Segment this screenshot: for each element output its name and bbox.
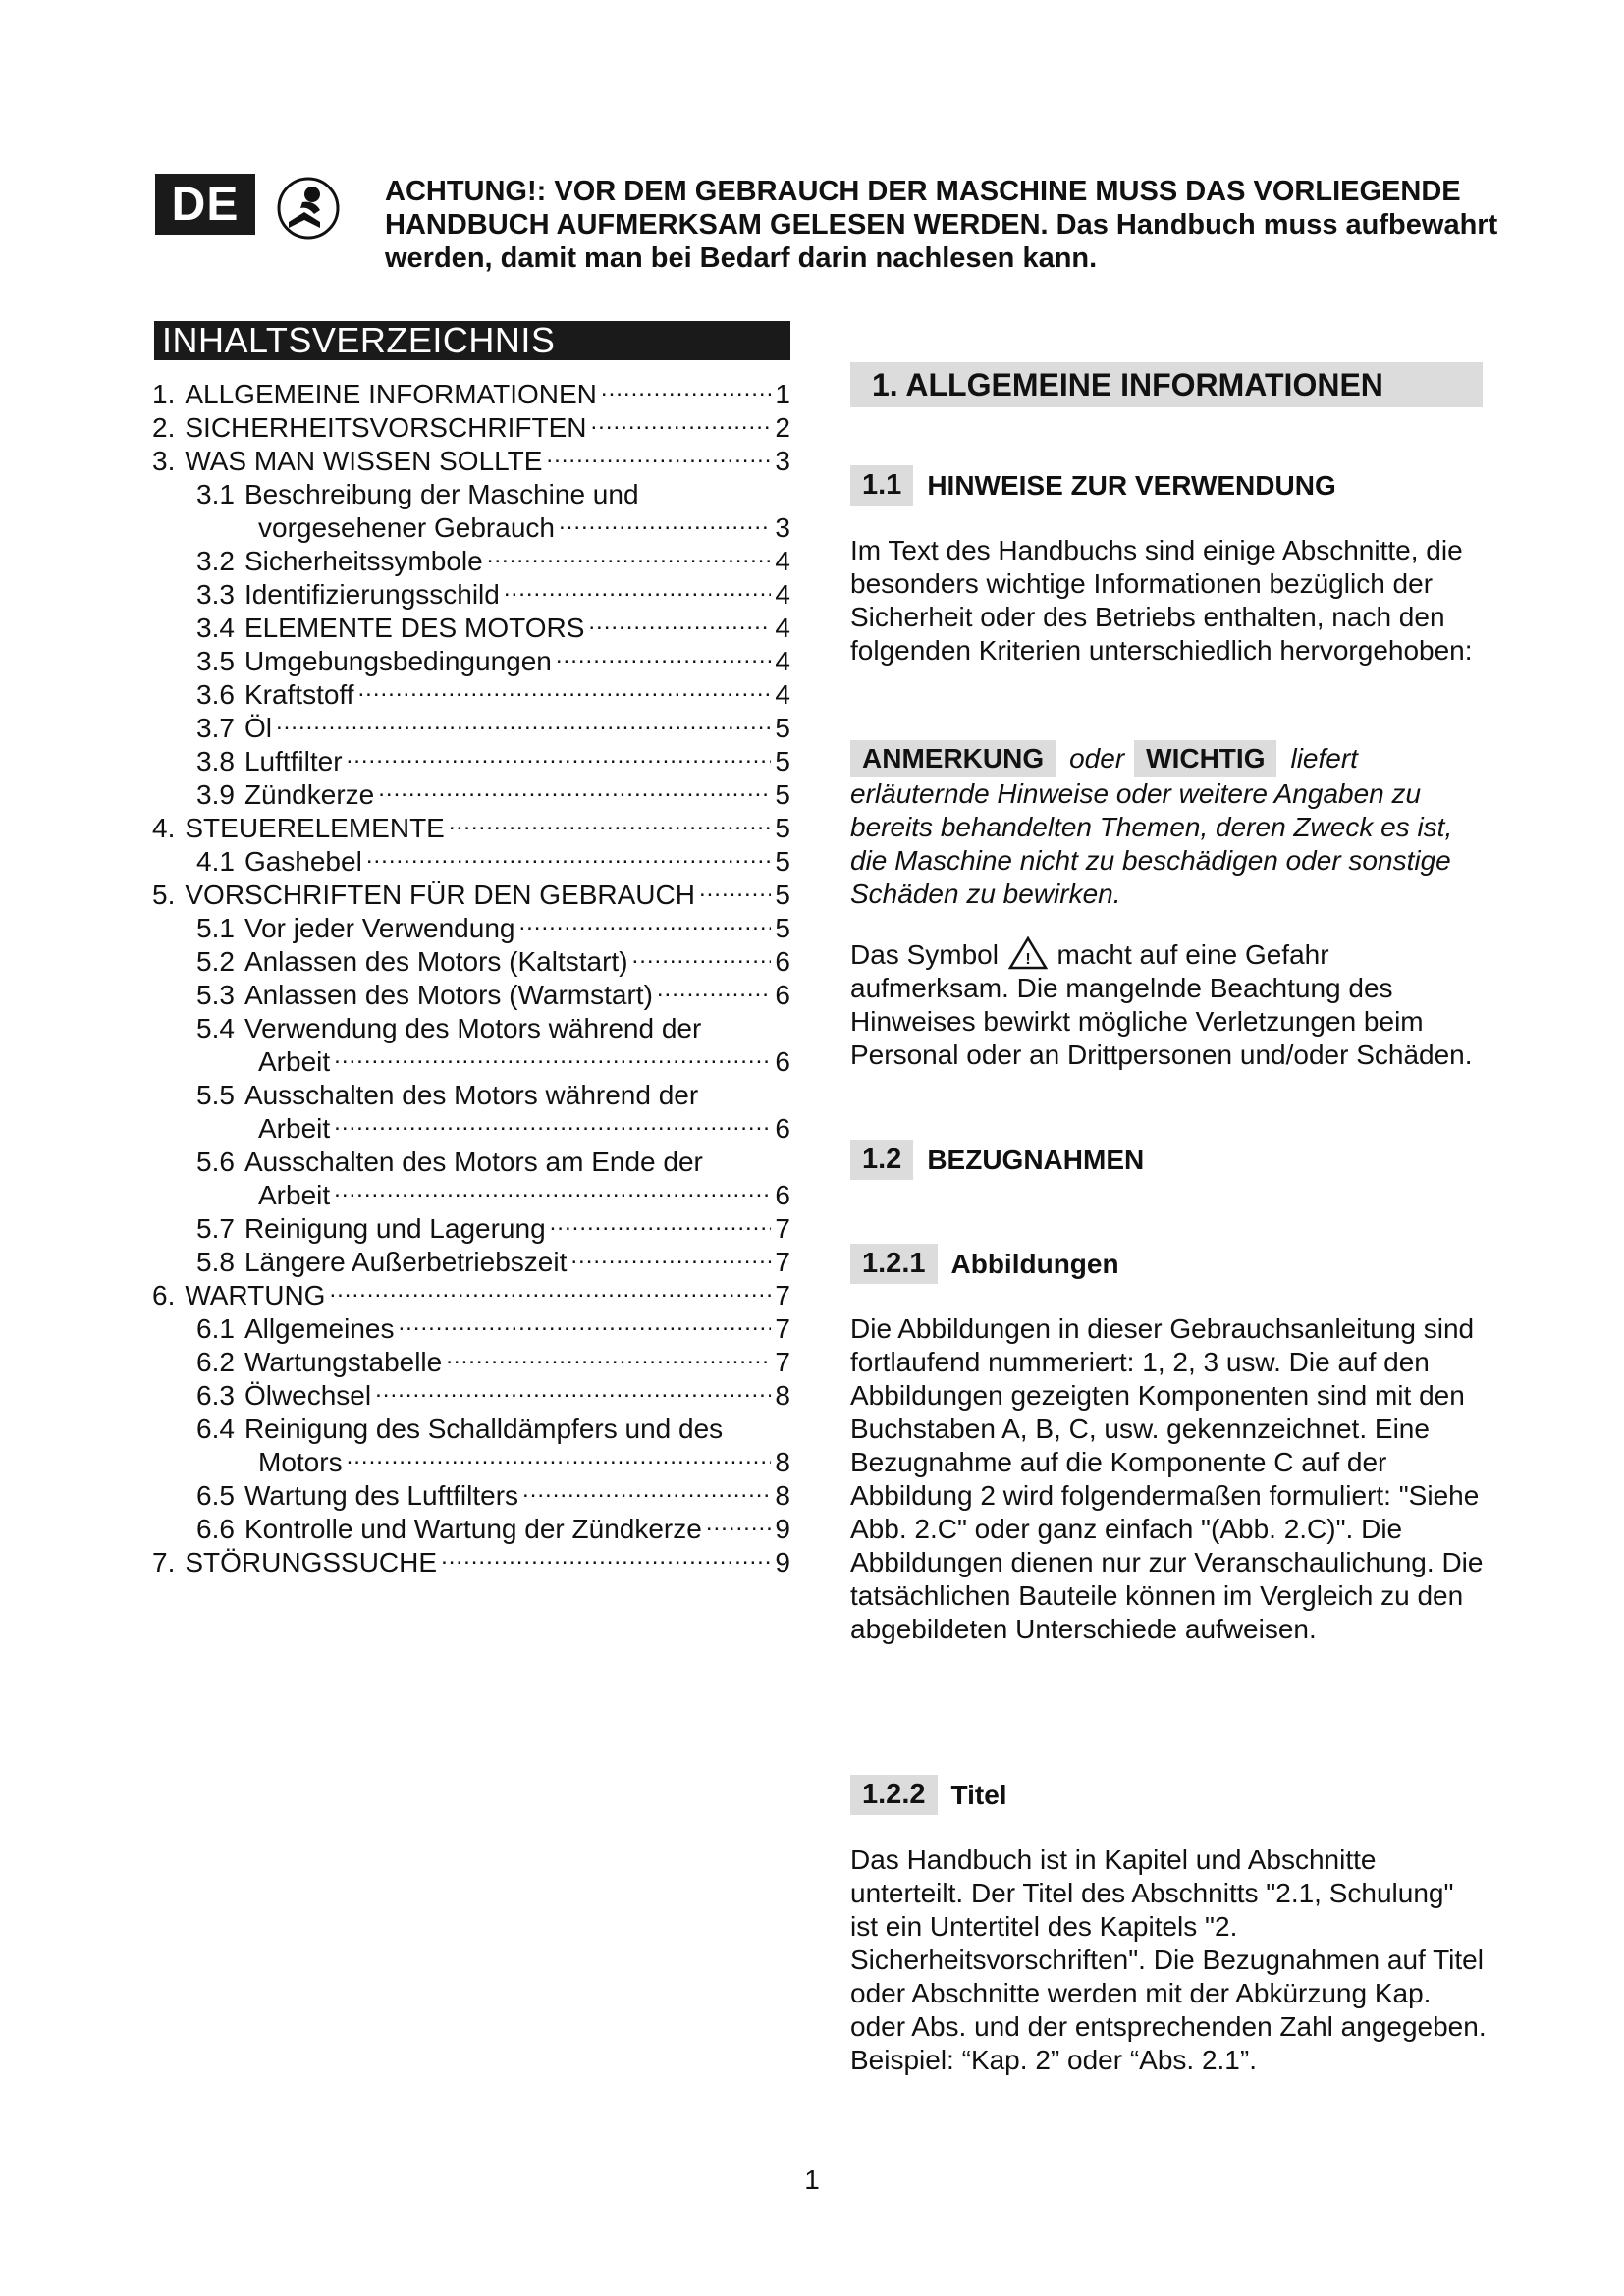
toc-entry-number: 3.9: [196, 779, 235, 810]
toc-leader-dots: [546, 445, 771, 478]
toc-leader-dots: [366, 845, 772, 879]
toc-entry-page: 6: [775, 946, 790, 977]
toc-entry-page: 3: [775, 446, 790, 476]
section-title: BEZUGNAHMEN: [927, 1144, 1145, 1175]
toc-leader-dots: [357, 678, 771, 712]
toc-leader-dots: [449, 812, 772, 845]
toc-leader-dots: [334, 1045, 771, 1079]
toc-entry-number: 7.: [152, 1547, 176, 1577]
toc-entry-page: 4: [775, 546, 790, 576]
toc-entry-page: 7: [775, 1213, 790, 1244]
toc-entry-title: Kontrolle und Wartung der Zündkerze: [244, 1514, 702, 1544]
toc-leader-dots: [601, 378, 772, 411]
toc-leader-dots: [276, 712, 771, 745]
toc-entry-number: 6.3: [196, 1380, 235, 1411]
toc-entry-page: 2: [775, 412, 790, 443]
toc-entry-number: 3.: [152, 446, 176, 476]
page-number: 1: [804, 2164, 820, 2195]
toc-entry-number: 5.4: [196, 1013, 235, 1043]
toc-entry: [152, 1513, 790, 1546]
toc-entry-number: 5.5: [196, 1080, 235, 1110]
toc-leader-dots: [441, 1546, 771, 1579]
toc-entry-title: Kraftstoff: [244, 679, 354, 710]
toc-leader-dots: [699, 879, 771, 912]
toc-leader-dots: [588, 612, 771, 645]
toc-entry-page: 7: [775, 1280, 790, 1310]
toc-entry-number: 3.6: [196, 679, 235, 710]
toc-entry-number: 5.2: [196, 946, 235, 977]
toc-entry: [152, 979, 790, 1012]
toc-leader-dots: [632, 945, 772, 979]
toc-leader-dots: [559, 511, 771, 545]
section-1-2-1-text: [850, 1312, 1489, 1646]
toc-entry-title: Längere Außerbetriebszeit: [244, 1247, 568, 1277]
toc-entry-page: 4: [775, 646, 790, 676]
toc-entry-number: 5.8: [196, 1247, 235, 1277]
toc-entry-title: SICHERHEITSVORSCHRIFTEN: [185, 412, 587, 443]
toc-entry-page: 9: [775, 1547, 790, 1577]
toc-entry: [152, 945, 790, 979]
toc-entry: [152, 1379, 790, 1413]
warning-notice: ACHTUNG!: VOR DEM GEBRAUCH DER MASCHINE MUSS DAS VORLIEGENDE HANDBUCH AUFMERKSAM GELESEN WERDEN. Das Handbuch muss aufbewahrt werden, damit man bei Bedarf darin nachlesen kann.: [385, 176, 1498, 274]
toc-entry-page: 7: [775, 1247, 790, 1277]
toc-entry: [152, 578, 790, 612]
toc-entry-title: Zündkerze: [244, 779, 375, 810]
toc-entry-title: Sicherheitssymbole: [244, 546, 483, 576]
toc-entry-page: 7: [775, 1313, 790, 1344]
toc-entry-page: 9: [775, 1514, 790, 1544]
toc-entry: [152, 712, 790, 745]
toc-leader-dots: [347, 745, 772, 778]
section-number: 1.1: [850, 465, 913, 506]
toc-entry-number: 5.1: [196, 913, 235, 943]
toc-entry-title: Wartung des Luftfilters: [244, 1480, 519, 1511]
toc-entry: [152, 411, 790, 445]
toc-entry: [152, 1312, 790, 1346]
toc-entry: [152, 612, 790, 645]
toc-leader-dots: [591, 411, 772, 445]
toc-entry: [152, 1146, 790, 1179]
toc-entry-continuation: [152, 1446, 790, 1479]
toc-leader-dots: [375, 1379, 771, 1413]
anmerkung-tag: ANMERKUNG: [850, 740, 1056, 777]
toc-entry-title: WARTUNG: [185, 1280, 326, 1310]
section-number: 1.2.1: [850, 1244, 938, 1284]
toc-leader-dots: [334, 1179, 771, 1212]
toc-leader-dots: [550, 1212, 772, 1246]
toc-entry-number: 6.1: [196, 1313, 235, 1344]
toc-entry-number: 6.: [152, 1280, 176, 1310]
toc-entry-title: Umgebungsbedingungen: [244, 646, 552, 676]
toc-entry-number: 6.5: [196, 1480, 235, 1511]
toc-entry-title-continued: Arbeit: [258, 1046, 331, 1077]
toc-entry: [152, 845, 790, 879]
toc-entry-page: 5: [775, 880, 790, 910]
toc-entry-continuation: [152, 1179, 790, 1212]
toc-entry: [152, 1346, 790, 1379]
toc-entry-number: 5.6: [196, 1147, 235, 1177]
section-1-2-2-text: [850, 1843, 1489, 2077]
toc-entry: [152, 879, 790, 912]
toc-entry: [152, 1212, 790, 1246]
toc-entry-number: 6.4: [196, 1414, 235, 1444]
toc-entry: [152, 1279, 790, 1312]
section-1-heading: 1. ALLGEMEINE INFORMATIONEN: [850, 362, 1483, 407]
toc-entry-continuation: [152, 1045, 790, 1079]
section-title: Abbildungen: [950, 1248, 1119, 1279]
toc-entry-page: 6: [775, 1180, 790, 1210]
toc-entry-number: 3.1: [196, 479, 235, 509]
toc-entry: [152, 1012, 790, 1045]
toc-entry-page: 8: [775, 1447, 790, 1477]
toc-entry-number: 6.2: [196, 1347, 235, 1377]
toc-entry-title: Anlassen des Motors (Kaltstart): [244, 946, 628, 977]
toc-entry: [152, 445, 790, 478]
toc-entry-number: 5.: [152, 880, 176, 910]
toc-entry-page: 3: [775, 512, 790, 543]
toc-entry-title: Beschreibung der Maschine und: [244, 479, 639, 509]
toc-entry-number: 3.2: [196, 546, 235, 576]
toc-entry-page: 5: [775, 713, 790, 743]
toc-leader-dots: [334, 1112, 771, 1146]
toc-entry: [152, 745, 790, 778]
toc-entry: [152, 778, 790, 812]
section-1-2-2-heading: [850, 1775, 1007, 1815]
section-title: Titel: [950, 1779, 1007, 1810]
toc-leader-dots: [487, 545, 772, 578]
toc-entry: [152, 678, 790, 712]
toc-entry-number: 3.8: [196, 746, 235, 776]
toc-entry: [152, 1246, 790, 1279]
toc-entry-page: 5: [775, 746, 790, 776]
toc-entry-title-continued: vorgesehener Gebrauch: [258, 512, 555, 543]
toc-entry-title: ELEMENTE DES MOTORS: [244, 613, 585, 643]
toc-entry-page: 7: [775, 1347, 790, 1377]
toc-entry-page: 5: [775, 813, 790, 843]
section-number: 1.2: [850, 1140, 913, 1180]
toc-leader-dots: [570, 1246, 771, 1279]
language-badge: DE: [155, 174, 255, 235]
toc-entry-page: 6: [775, 980, 790, 1010]
toc-entry: [152, 1546, 790, 1579]
toc-entry-number: 3.4: [196, 613, 235, 643]
hazard-paragraph: [850, 936, 1489, 1072]
toc-entry: [152, 378, 790, 411]
toc-entry-title: Anlassen des Motors (Warmstart): [244, 980, 653, 1010]
toc-entry-title: STÖRUNGSSUCHE: [185, 1547, 438, 1577]
toc-leader-dots: [556, 645, 772, 678]
toc-entry-continuation: [152, 511, 790, 545]
toc-entry-page: 8: [775, 1380, 790, 1411]
toc-leader-dots: [706, 1513, 772, 1546]
toc-entry: [152, 645, 790, 678]
toc-entry-number: 3.3: [196, 579, 235, 610]
read-manual-icon: [275, 177, 342, 240]
section-1-2-heading: [850, 1140, 1144, 1180]
toc-entry-title: Ausschalten des Motors während der: [244, 1080, 699, 1110]
toc-list: [152, 378, 790, 1579]
toc-entry: [152, 1413, 790, 1446]
toc-entry-number: 4.1: [196, 846, 235, 877]
toc-entry-title: VORSCHRIFTEN FÜR DEN GEBRAUCH: [185, 880, 695, 910]
toc-entry-title: Reinigung des Schalldämpfers und des: [244, 1414, 724, 1444]
toc-leader-dots: [657, 979, 772, 1012]
section-number: 1.2.2: [850, 1775, 938, 1815]
paragraph: Das Handbuch ist in Kapitel und Abschnitte unterteilt. Der Titel des Abschnitts "2.1, Schulung" ist ein Untertitel des Kapitels "2. Sicherheitsvorschriften". Die Bezugnahmen auf Titel oder Abschnitte werden mit der Abkürzung Kap. oder Abs. und der entsprechenden Zahl angegeben. Beispiel: “Kap. 2” oder “Abs. 2.1”.: [850, 1844, 1487, 2075]
toc-entry: [152, 1479, 790, 1513]
note-text: liefert erläuternde Hinweise oder weitere Angaben zu bereits behandelten Themen, deren Zweck es ist, die Maschine nicht zu beschädigen oder sonstige Schäden zu bewirken.: [850, 743, 1453, 909]
toc-leader-dots: [347, 1446, 772, 1479]
symbol-text-before: Das Symbol: [850, 939, 999, 970]
toc-entry-title: Identifizierungsschild: [244, 579, 500, 610]
toc-leader-dots: [329, 1279, 771, 1312]
note-paragraph: [850, 740, 1489, 911]
toc-leader-dots: [378, 778, 771, 812]
toc-entry-page: 1: [775, 379, 790, 409]
toc-entry-page: 4: [775, 579, 790, 610]
warning-triangle-icon: [1008, 936, 1048, 970]
toc-entry-page: 4: [775, 613, 790, 643]
toc-entry-number: 1.: [152, 379, 176, 409]
toc-entry-page: 5: [775, 913, 790, 943]
toc-entry-number: 4.: [152, 813, 176, 843]
paragraph: Die Abbildungen in dieser Gebrauchsanleitung sind fortlaufend nummeriert: 1, 2, 3 usw. Die auf den Abbildungen gezeigten Komponenten sind mit den Buchstaben A, B, C, usw. gekennzeichnet. Eine Bezugnahme auf die Komponente C auf der Abbildung 2 wird folgendermaßen formuliert: "Siehe Abb. 2.C" oder ganz einfach "(Abb. 2.C)". Die Abbildungen dienen nur zur Veranschaulichung. Die tatsächlichen Bauteile können im Vergleich zu den abgebildeten Unterschiede aufweisen.: [850, 1313, 1484, 1644]
toc-entry-title: Öl: [244, 713, 272, 743]
section-1-2-1-heading: [850, 1244, 1119, 1284]
toc-leader-dots: [504, 578, 772, 612]
toc-entry-title: Gashebel: [244, 846, 362, 877]
paragraph: Im Text des Handbuchs sind einige Abschnitte, die besonders wichtige Informationen bezüglich der Sicherheit oder des Betriebs enthalten, nach den folgenden Kriterien unterschiedlich hervorgehoben:: [850, 535, 1473, 666]
toc-entry: [152, 1079, 790, 1112]
toc-entry: [152, 478, 790, 511]
toc-entry-page: 4: [775, 679, 790, 710]
toc-leader-dots: [446, 1346, 771, 1379]
toc-entry: [152, 545, 790, 578]
toc-entry-title-continued: Motors: [258, 1447, 343, 1477]
toc-entry-page: 5: [775, 779, 790, 810]
toc-entry-page: 8: [775, 1480, 790, 1511]
toc-entry-title: Vor jeder Verwendung: [244, 913, 515, 943]
toc-entry-title-continued: Arbeit: [258, 1180, 331, 1210]
toc-entry-number: 3.7: [196, 713, 235, 743]
toc-entry-number: 3.5: [196, 646, 235, 676]
toc-entry: [152, 812, 790, 845]
section-1-1-heading: [850, 465, 1336, 506]
or-text: oder: [1069, 743, 1125, 774]
toc-leader-dots: [518, 912, 771, 945]
toc-entry-title: STEUERELEMENTE: [185, 813, 445, 843]
toc-entry-title: Ölwechsel: [244, 1380, 372, 1411]
toc-entry-title: Reinigung und Lagerung: [244, 1213, 546, 1244]
toc-entry-page: 5: [775, 846, 790, 877]
toc-leader-dots: [522, 1479, 771, 1513]
toc-entry-title: WAS MAN WISSEN SOLLTE: [185, 446, 543, 476]
section-title: HINWEISE ZUR VERWENDUNG: [927, 469, 1336, 501]
symbol-text-after: macht auf eine Gefahr aufmerksam. Die mangelnde Beachtung des Hinweises bewirkt mögliche Verletzungen beim Personal oder an Drittpersonen und/oder Schäden.: [850, 939, 1473, 1070]
toc-entry-title: Allgemeines: [244, 1313, 395, 1344]
wichtig-tag: WICHTIG: [1134, 740, 1276, 777]
toc-entry-page: 6: [775, 1046, 790, 1077]
toc-entry-title: ALLGEMEINE INFORMATIONEN: [185, 379, 597, 409]
toc-entry-number: 5.3: [196, 980, 235, 1010]
toc-entry-title-continued: Arbeit: [258, 1113, 331, 1144]
section-1-1-text: [850, 534, 1489, 667]
toc-leader-dots: [398, 1312, 771, 1346]
toc-entry-title: Ausschalten des Motors am Ende der: [244, 1147, 703, 1177]
toc-entry-title: Luftfilter: [244, 746, 343, 776]
toc-entry-page: 6: [775, 1113, 790, 1144]
toc-entry-title: Wartungstabelle: [244, 1347, 443, 1377]
toc-entry-number: 6.6: [196, 1514, 235, 1544]
toc-title: INHALTSVERZEICHNIS: [154, 321, 790, 360]
toc-entry: [152, 912, 790, 945]
svg-text:!: !: [1025, 951, 1031, 968]
toc-entry-number: 5.7: [196, 1213, 235, 1244]
toc-entry-continuation: [152, 1112, 790, 1146]
toc-entry-number: 2.: [152, 412, 176, 443]
toc-entry-title: Verwendung des Motors während der: [244, 1013, 702, 1043]
